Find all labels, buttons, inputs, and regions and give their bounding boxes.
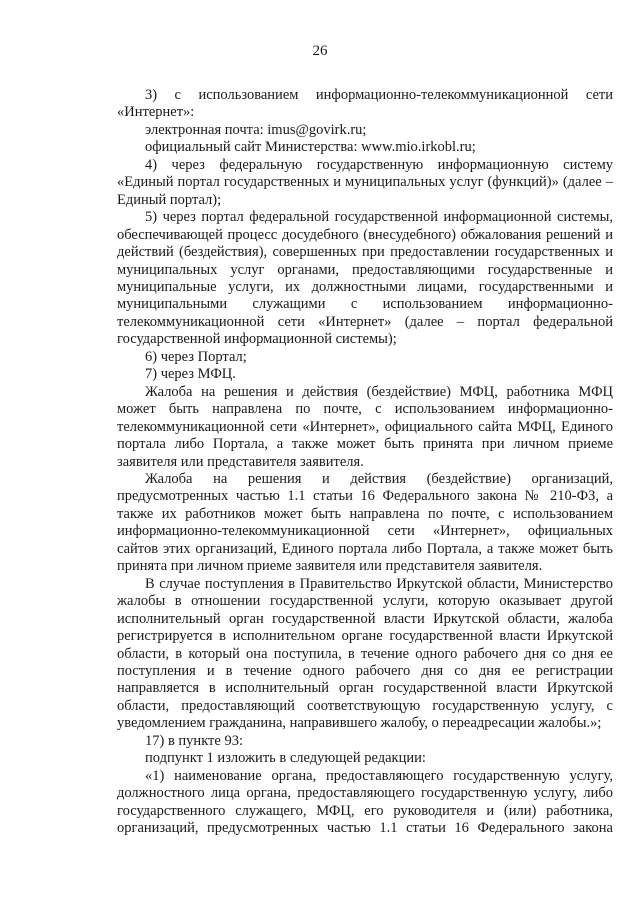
paragraph-subitem-1: подпункт 1 изложить в следующей редакции: [145,750,426,767]
paragraph-government-complaint: В случае поступления в Правительство Иркутской области, Министерство жалобы в отношении государственной услуги, которую оказывает другой исполнительный орган государственной власти Иркутской области, жалоба регистрируется в исполнительном органе государственной власти Иркутской области, в который она поступила, в течение одного рабочего дня со дня ее поступления и в течение одного рабочего дня со дня ее регистрации направляется в исполнительный орган государственной власти Иркутской области, предоставляющий соответствующую государственную услугу, с уведомлением гражданина, направившего жалобу, о переадресации жалобы.»; [117,575,613,732]
paragraph-organizations-complaint: Жалоба на решения и действия (бездействие) организаций, предусмотренных частью 1.1 статьи 16 Федерального закона № 210-ФЗ, а также их работников может быть направлена по почте, с использованием информационно-телекоммуникационной сети «Интернет», официальных сайтов этих организаций, Единого портала либо Портала, а также может быть принята при личном приеме заявителя или представителя заявителя. [117,470,613,575]
paragraph-via-mfc: 7) через МФЦ. [145,366,236,383]
paragraph-via-portal: 6) через Портал; [145,348,247,365]
document-body [117,87,613,837]
paragraph-website: официальный сайт Министерства: www.mio.irkobl.ru; [145,139,476,156]
paragraph-internet: 3) с использованием информационно-телекоммуникационной сети «Интернет»: [117,87,613,121]
paragraph-unified-portal: 4) через федеральную государственную информационную систему «Единый портал государственных и муниципальных услуг (функций)» (далее – Единый портал); [117,156,613,208]
paragraph-quote-1: «1) наименование органа, предоставляющего государственную услугу, должностного лица органа, предоставляющего государственную услугу, либо государственного служащего, МФЦ, его руководителя и (или) работника, организаций, предусмотренных частью 1.1 статьи 16 Федерального закона [117,767,613,837]
paragraph-email: электронная почта: imus@govirk.ru; [145,121,367,138]
paragraph-item-17: 17) в пункте 93: [145,732,243,749]
paragraph-mfc-complaint: Жалоба на решения и действия (бездействие) МФЦ, работника МФЦ может быть направлена по почте, с использованием информационно-телекоммуникационной сети «Интернет», официального сайта МФЦ, Единого портала либо Портала, а также может быть принята при личном приеме заявителя или представителя заявителя. [117,383,613,470]
paragraph-federal-portal: 5) через портал федеральной государственной информационной системы, обеспечивающей процесс досудебного (внесудебного) обжалования решений и действий (бездействия), совершенных при предоставлении государственных и муниципальных услуг органами, предоставляющими государственные и муниципальные услуги, их должностными лицами, государственными и муниципальными служащими с использованием информационно-телекоммуникационной сети «Интернет» (далее – портал федеральной государственной информационной системы); [117,209,613,348]
page-number: 26 [312,43,328,59]
